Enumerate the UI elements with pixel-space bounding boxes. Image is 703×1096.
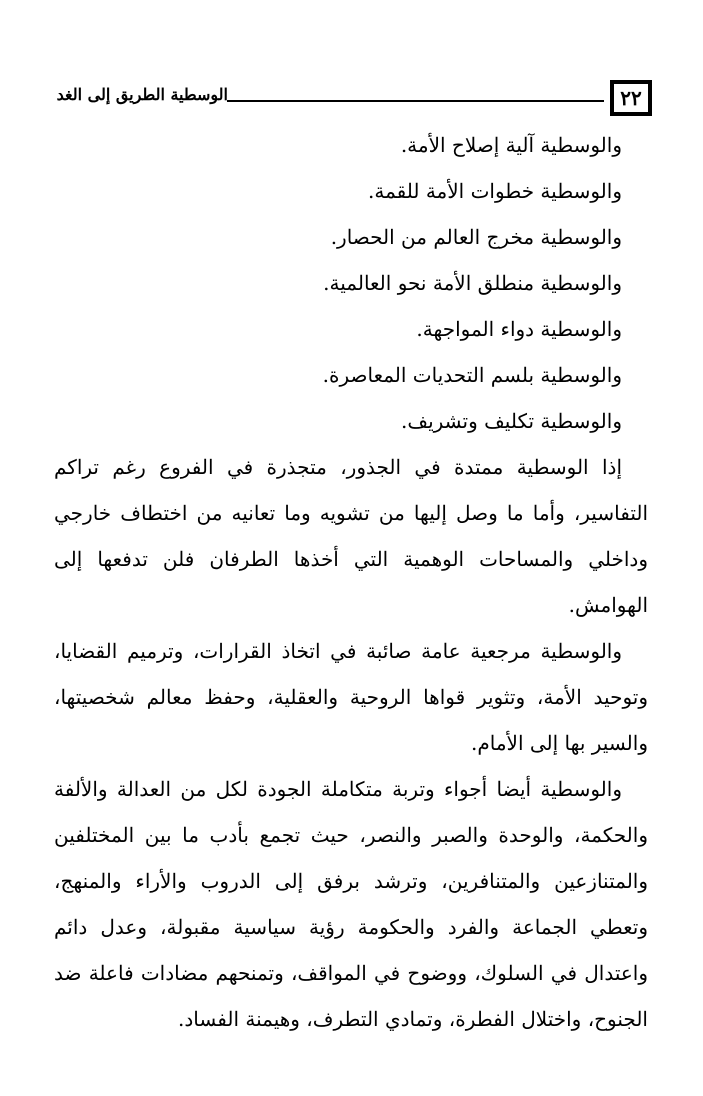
page-body <box>54 122 648 1042</box>
body-paragraph: والوسطية أيضا أجواء وتربة متكاملة الجودة لكل من العدالة والألفة والحكمة، والوحدة والصبر والنصر، حيث تجمع بأدب ما بين المختلفين والمتنازعين والمتنافرين، وترشد برفق إلى الدروب والأراء والمنهج، وتعطي الجماعة والفرد والحكومة رؤية سياسية مقبولة، وعدل دائم واعتدال في السلوك، ووضوح في المواقف، وتمنحهم مضادات فاعلة ضد الجنوح، واختلال الفطرة، وتمادي التطرف، وهيمنة الفساد. <box>54 777 648 1031</box>
body-paragraph: والوسطية مرجعية عامة صائبة في اتخاذ القرارات، وترميم القضايا، وتوحيد الأمة، وتثوير قواها الروحية والعقلية، وحفظ معالم شخصيتها، والسير بها إلى الأمام. <box>54 639 648 755</box>
running-title: الوسطية الطريق إلى الغد <box>56 85 228 104</box>
page-header <box>32 80 652 124</box>
header-rule <box>227 100 604 102</box>
body-line: والوسطية خطوات الأمة للقمة. <box>368 179 622 203</box>
body-paragraph: إذا الوسطية ممتدة في الجذور، متجذرة في الفروع رغم تراكم التفاسير، وأما ما وصل إليها من تشويه وما تعانيه من اختطاف خارجي وداخلي والمساحات الوهمية التي أخذها الطرفان فلن تدفعها إلى الهوامش. <box>54 455 648 617</box>
body-line: والوسطية منطلق الأمة نحو العالمية. <box>323 271 622 295</box>
body-line: والوسطية بلسم التحديات المعاصرة. <box>322 363 622 387</box>
page-number: ٢٢ <box>610 80 652 116</box>
body-line: والوسطية دواء المواجهة. <box>416 317 622 341</box>
body-line: والوسطية مخرج العالم من الحصار. <box>330 225 622 249</box>
body-line: والوسطية تكليف وتشريف. <box>401 409 622 433</box>
body-line: والوسطية آلية إصلاح الأمة. <box>400 133 622 157</box>
